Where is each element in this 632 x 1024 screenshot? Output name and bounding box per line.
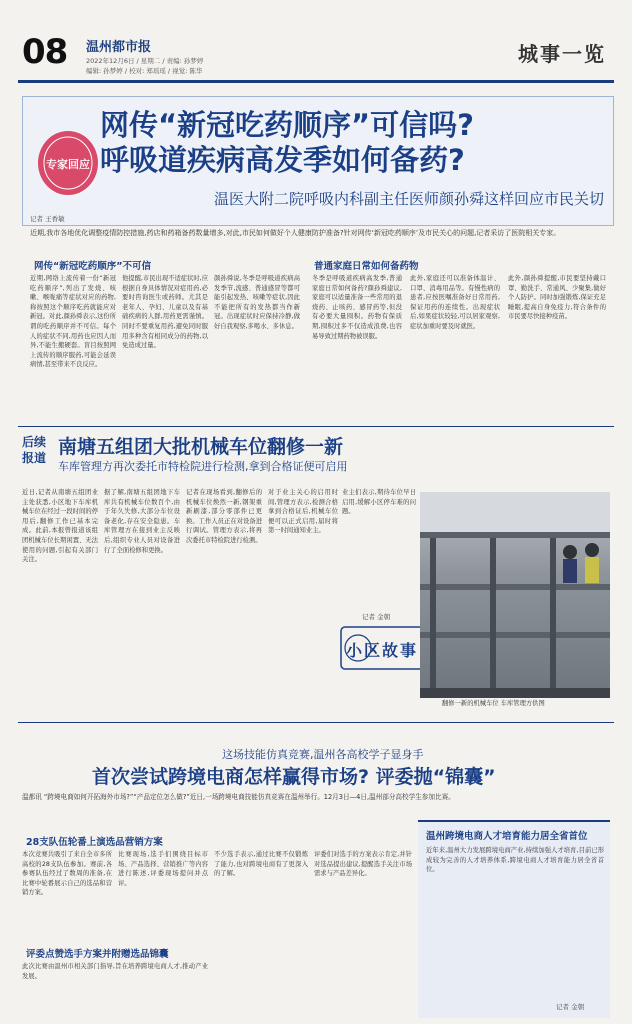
photo-caption: 翻修一新的机械车位 车库管理方供图 [442, 700, 545, 707]
garage-illustration [420, 492, 610, 698]
article1-col5: 此外,家庭还可以准备体温计、口罩、消毒用品等。有慢性病的患者,应按医嘱准备好日常用药,保证用药的连续性。出现症状后,如果症状较轻,可以居家观察,症状加重时要及时就医。 [410, 275, 500, 330]
article2-headline: 南塘五组团大批机械车位翻修一新 [58, 436, 344, 458]
article1-headline-line1: 网传“新冠吃药顺序”可信吗? [100, 108, 474, 142]
article3-col3: 不少选手表示,通过比赛不仅锻炼了能力,也对跨境电商有了更深入的了解。 [214, 851, 308, 878]
article3-sec1-title: 28支队伍轮番上演选品营销方案 [26, 837, 163, 848]
article3-col5: 此次比赛由温州市相关部门指导,旨在培养跨境电商人才,推动产业发展。 [22, 963, 208, 980]
article2-byline: 记者 金朝 [362, 613, 391, 621]
xiaoqu-gushi-stamp [340, 626, 424, 670]
article1-tag-text: 专家回应 [46, 158, 90, 171]
article2-subhead: 车库管理方再次委托市特检院进行检测,拿到合格证便可启用 [58, 460, 348, 473]
article2-col4: 对于业主关心的启用时间,管理方表示,检测合格拿到合格证后,机械车位便可以正式启用,届时将第一时间通知业主。 [268, 489, 338, 535]
editors-line: 编辑: 孙梦婷 / 校对: 郑瑶瑶 / 视觉: 陈华 [86, 67, 203, 75]
article3-sidebar-body: 近年来,温州大力发展跨境电商产业,持续加强人才培育,目前已形成较为完善的人才培养体系,跨境电商人才培育能力居全省首位。 [426, 847, 604, 874]
article3-headline: 首次尝试跨境电商怎样赢得市场? 评委抛“锦囊” [92, 766, 496, 788]
section-title: 城事一览 [518, 42, 606, 66]
article2-tag-line1: 后续 [22, 435, 47, 449]
article1-headline-line2: 呼吸道疾病高发季如何备药? [100, 143, 465, 177]
article2-col1: 近日,记者从南塘五组团业主处获悉,小区地下车库机械车位在经过一段时间的停用后,翻修工作已基本完成。此前,本报曾报道该组团机械车位长期闲置、无法使用的问题,引起有关部门关注。 [22, 489, 98, 564]
article3-sidebar-title: 温州跨境电商人才培育能力居全省首位 [426, 831, 588, 842]
article1-col4: 冬季是呼吸道疾病高发季,普通家庭日常如何备药?颜孙舜建议,家庭可以适量准备一些常用的退烧药、止咳药、感冒药等,但没有必要大量囤积。药物有保质期,囤积过多不仅造成浪费,也容易导致过期药物被误服。 [312, 275, 402, 340]
stamp-text: 小区故事 [346, 641, 419, 660]
article1-tag [36, 126, 100, 200]
article3-kicker: 这场技能仿真竞赛,温州各高校学子显身手 [222, 748, 424, 761]
article3-col4: 评委们对选手的方案表示肯定,并针对选品提出建议,提醒选手关注市场需求与产品差异化。 [314, 851, 412, 878]
article3-col1: 本次竞赛共吸引了来自全市多所高校的28支队伍参加。赛前,各参赛队伍经过了数周的准备,在比赛中轮番展示自己的选品和营销方案。 [22, 851, 112, 897]
article3-sec2-title: 评委点赞选手方案并附赠选品锦囊 [26, 949, 169, 960]
article2-tag-line2: 报道 [22, 451, 47, 465]
article2-tag [22, 434, 52, 466]
parking-garage-photo [420, 492, 610, 698]
article1-sec2-title: 普通家庭日常如何备药物 [314, 261, 419, 272]
article2-col5: 业主们表示,期待车位早日启用,缓解小区停车难的问题。 [342, 489, 416, 516]
masthead: 温州都市报 [86, 40, 152, 55]
article1-col6: 此外,颜孙舜提醒,市民要坚持戴口罩、勤洗手、常通风、少聚集,做好个人防护。同时加强锻炼,保证充足睡眠,提高自身免疫力,符合条件的市民要尽快接种疫苗。 [508, 275, 606, 321]
issue-line: 2022年12月6日 / 星期二 / 责编: 孙梦婷 [86, 57, 204, 65]
article1-headline [100, 108, 474, 178]
header-rule [18, 80, 614, 83]
article1-intro: 近期,我市各地优化调整疫情防控措施,药店和药箱备药数量增多,对此,市民如何做好个人健康防护准备?针对网传‘新冠吃药顺序’及市民关心的问题,记者采访了医院相关专家。 [30, 229, 561, 237]
article3-col2: 比赛现场,选手们围绕目标市场、产品选择、营销推广等内容进行陈述,评委现场提问并点评。 [118, 851, 208, 887]
article3-intro: 温都讯 “跨境电商如何开拓海外市场?”“产品定位怎么做?”近日,一场跨境电商技能仿真竞赛在温州举行。12月3日—4日,温州部分高校学生参加比赛。 [22, 793, 455, 801]
page-number: 08 [22, 32, 68, 72]
article1-col1: 近期,网络上流传着一份“新冠吃药顺序”,列出了发烧、咳嗽、喉咙痛等症状对应的药物,称按照这个顺序吃药就能应对新冠。对此,颜孙舜表示,这份所谓的吃药顺序并不可信。每个人的症状不同,用药也应因人而异,不能生搬硬套。盲目按照网上流传的顺序服药,可能会延误病情,甚至带来不良反应。 [30, 275, 116, 369]
article1-col3: 颜孙舜说,冬季是呼吸道疾病高发季节,流感、普通感冒等都可能引起发热、咳嗽等症状,因此不能把所有的发热都当作新冠。出现症状时应保持冷静,做好自我观察,多喝水、多休息。 [214, 275, 300, 330]
article3-sidebar-byline: 记者 金朝 [556, 1003, 585, 1011]
article1-subhead: 温医大附二院呼吸内科副主任医师颜孙舜这样回应市民关切 [214, 190, 605, 208]
article1-byline: 记者 王香敏 [30, 215, 65, 223]
article2-rule [18, 426, 614, 427]
article3-rule [18, 722, 614, 723]
article1-sec1-title: 网传“新冠吃药顺序”不可信 [34, 261, 151, 272]
article2-col3: 记者在现场看到,翻修后的机械车位焕然一新,钢架重新刷漆,部分零部件已更换。工作人员正在对设备进行调试。管理方表示,将再次委托市特检院进行检测。 [186, 489, 262, 544]
article2-col2: 据了解,南塘五组团地下车库共有机械车位数百个,由于年久失修,大部分车位设备老化,存在安全隐患。车库管理方在接到业主反映后,组织专业人员对设备进行了全面检修和更换。 [104, 489, 180, 554]
article1-col2: 他提醒,市民出现不适症状时,应根据自身具体情况对症用药,必要时咨询医生或药师。尤其是老年人、孕妇、儿童以及有基础疾病的人群,用药更需谨慎。同时不要重复用药,避免同时服用多种含有相同成分的药物,以免造成过量。 [122, 275, 208, 350]
